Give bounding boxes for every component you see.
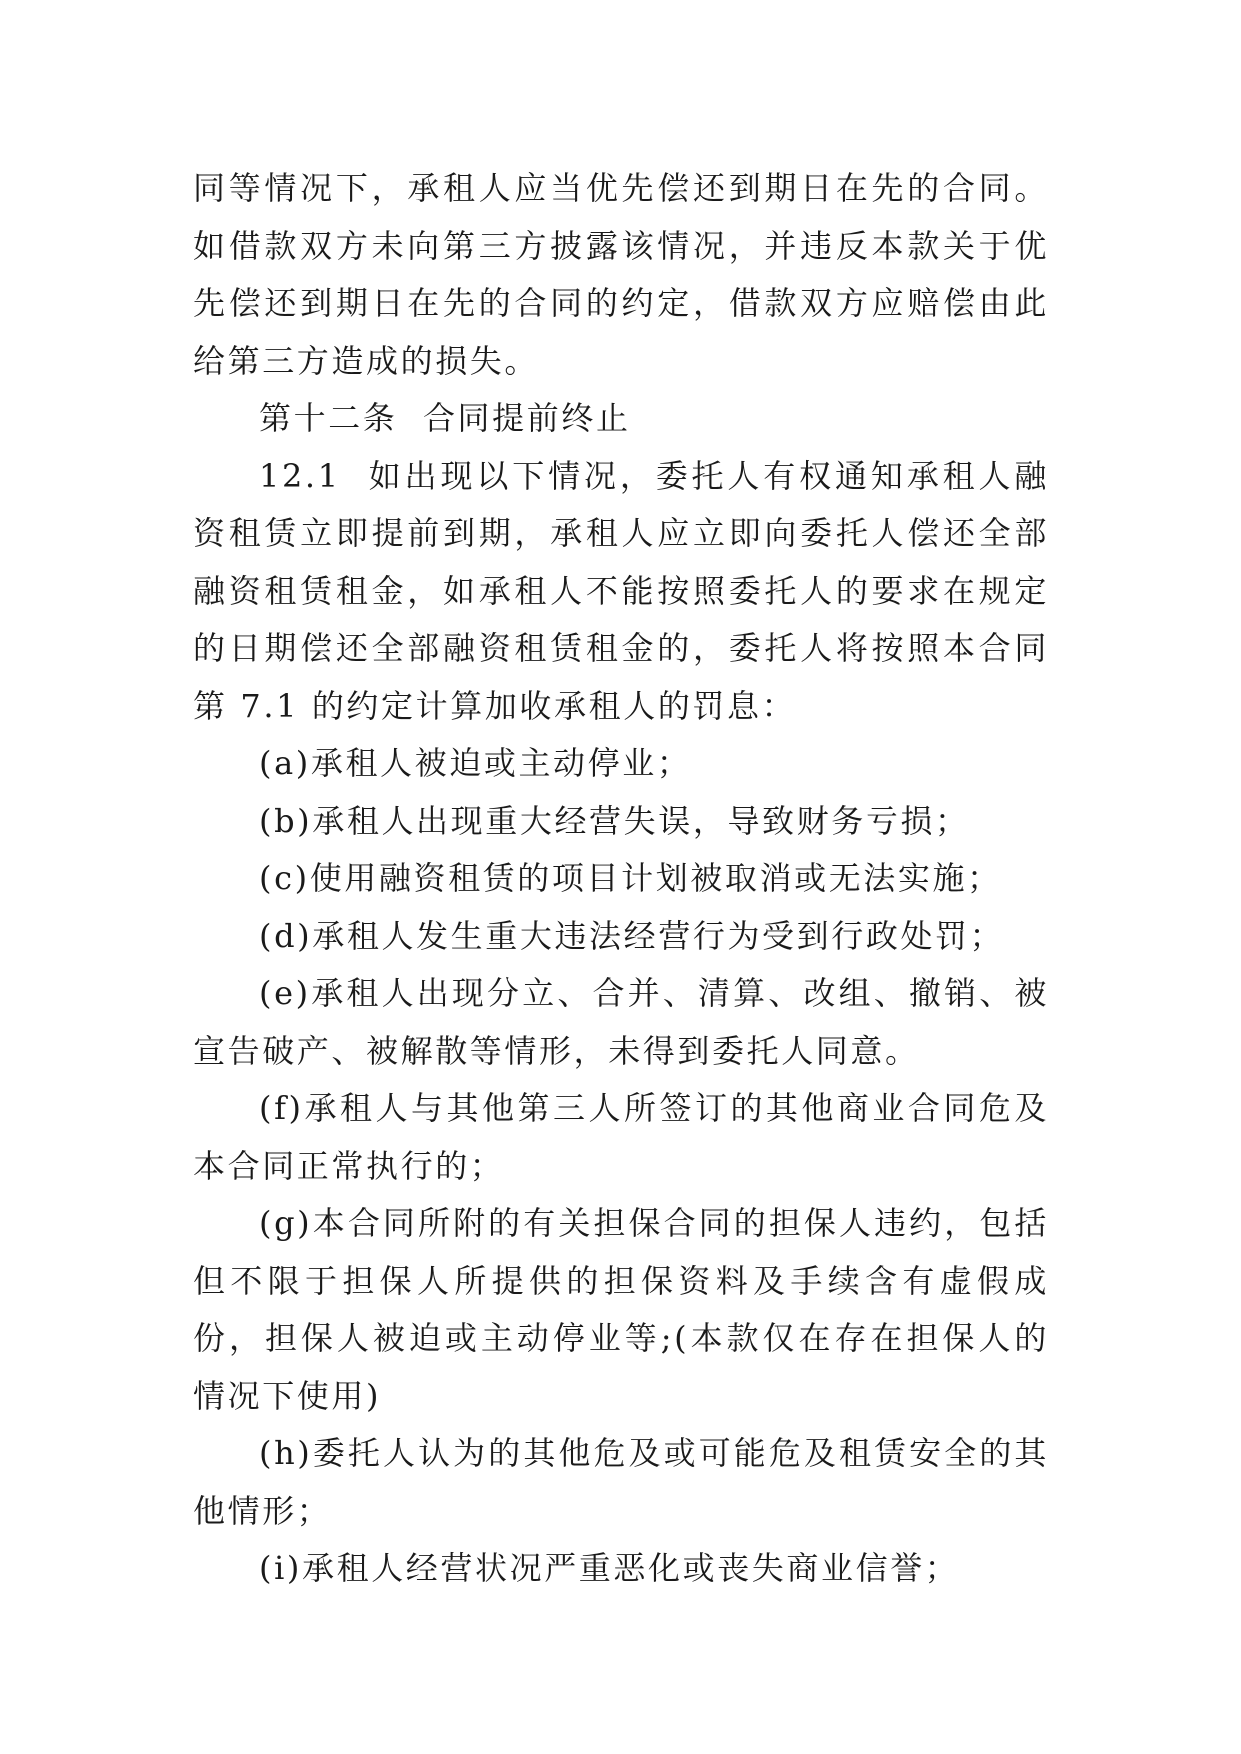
item-e: (e)承租人出现分立、合并、清算、改组、撤销、被宣告破产、被解散等情形，未得到委托人同意。 [193,974,1049,1070]
item-a: (a)承租人被迫或主动停业； [259,744,692,782]
item-b: (b)承租人出现重大经营失误，导致财务亏损； [259,801,970,840]
item-f: (f)承租人与其他第三人所签订的其他商业合同危及本合同正常执行的； [193,1089,1049,1185]
article-12-heading: 第十二条 合同提前终止 [259,399,631,437]
item-i: (i)承租人经营状况严重恶化或丧失商业信誉； [259,1549,960,1587]
item-c: (c)使用融资租赁的项目计划被取消或无法实施； [259,859,1002,897]
item-h: (h)委托人认为的其他危及或可能危及租赁安全的其他情形； [193,1434,1049,1530]
item-g: (g)本合同所附的有关担保合同的担保人违约，包括但不限于担保人所提供的担保资料及手续含有虚假成份，担保人被迫或主动停业等;(本款仅在存在担保人的情况下使用) [193,1204,1049,1415]
item-d: (d)承租人发生重大违法经营行为受到行政处罚； [259,916,1005,955]
paragraph-continuation: 同等情况下，承租人应当优先偿还到期日在先的合同。如借款双方未向第三方披露该情况，并违反本款关于优先偿还到期日在先的合同的约定，借款双方应赔偿由此给第三方造成的损失。 [193,169,1049,380]
clause-12-1: 12.1 如出现以下情况，委托人有权通知承租人融资租赁立即提前到期，承租人应立即向委托人偿还全部融资租赁租金，如承租人不能按照委托人的要求在规定的日期偿还全部融资租赁租金的，委托人将按照本合同第 7.1 的约定计算加收承租人的罚息： [193,456,1049,725]
document-body [193,160,1049,1598]
